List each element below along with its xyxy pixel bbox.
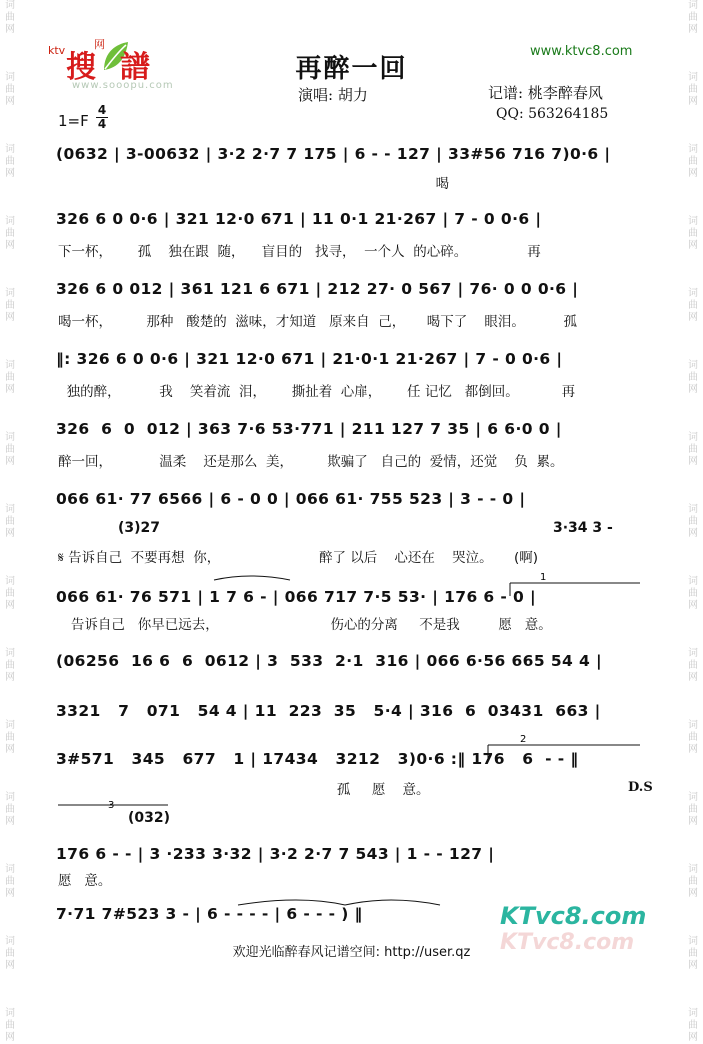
triplet-number: 3 [108,800,115,811]
recorder-credit: 记谱: 桃李醉春风 [488,84,603,102]
lyric-line-3: 喝一杯， 那种 酸楚的 滋味，才知道 原来自 己， 喝下了 眼泪。 孤 [58,314,577,330]
annotation-27: (3)27 [118,520,161,536]
singer-credit: 演唱: 胡力 [298,86,368,104]
score-line-3: 326 6 0 012 | 361 121 6 671 | 212 27· 0 567 | 76· 0 0 0·6 | [56,280,579,298]
score-line-10: 3#571 345 677 1 | 17434 3212 3)0·6 :‖ 176 6 - - ‖ [56,750,579,768]
logo-pu-text: 譜 [120,50,150,85]
footer-text: 欢迎光临醉春风记谱空间: http://user.qz [232,945,471,960]
score-line-2: 326 6 0 0·6 | 321 12·0 671 | 11 0·1 21·267 | 7 - 0 0·6 | [56,210,542,228]
annotation-343: 3·34 3 - [553,520,613,536]
side-watermark-right: 词 曲 网 词 曲 网 词 曲 网 词 曲 网 词 曲 网 词 曲 网 词 曲 网 词 曲 网 词 曲 网 词 曲 网 词 曲 网 词 曲 网 词 曲 网 词 曲 网 词 曲 网 [688,0,698,1043]
watermark-shadow: KTvc8.com [500,930,635,955]
score-line-4: ‖: 326 6 0 0·6 | 321 12·0 671 | 21·0·1 21·267 | 7 - 0 0·6 | [56,350,563,368]
lyric-line-2: 下一杯， 孤 独在跟 随， 盲目的 找寻， 一个人 的心碎。 再 [58,244,541,260]
logo-ktv-text: ktv [48,44,66,57]
score-line-5: 326 6 0 012 | 363 7·6 53·771 | 211 127 7 35 | 6 6·0 0 | [56,420,562,438]
lyric-line-11: 愿 意。 [58,873,112,889]
lyric-line-4: 独的醉， 我 笑着流 泪， 撕扯着 心扉， 任 记忆 都倒回。 再 [58,384,576,400]
logo-sou-text: 搜 [66,50,96,85]
score-line-1: (0632 | 3-00632 | 3·2 2·7 7 175 | 6 - - 127 | 33#56 716 7)0·6 | [56,145,611,163]
logo-net-text: 网 [94,38,105,51]
lyric-line-7: 告诉自己 你早已远去， 伤心的分离 不是我 愿 意。 [58,617,552,633]
score-line-8: (06256 16 6 6 0612 | 3 533 2·1 316 | 066 6·56 665 54 4 | [56,652,603,670]
logo-url: www.sooopu.com [72,80,174,91]
qq-number: QQ: 563264185 [496,106,609,122]
tie-arc-2 [345,900,440,905]
key-signature: 1=F [58,112,89,130]
score-line-12: 7·71 7#523 3 - | 6 - - - - | 6 - - - ) ‖ [56,905,363,923]
annotation-032: (032) [128,810,171,826]
lyric-line-5: 醉一回， 温柔 还是那么 美， 欺骗了 自己的 爱情，还觉 负 累。 [58,454,564,470]
lyric-line-10: 孤 愿 意。 [58,782,430,798]
tie-arc-1 [238,900,345,905]
score-line-9: 3321 7 071 54 4 | 11 223 35 5·4 | 316 6 03431 663 | [56,702,601,720]
lyric-line-1: 喝 [58,176,450,192]
lyric-line-6: 𝄋 告诉自己 不要再想 你， 醉了 以后 心还在 哭泣。 (啊) [58,550,539,566]
score-line-11: 176 6 - - | 3 ·233 3·32 | 3·2 2·7 7 543 | 1 - - 127 | [56,845,495,863]
site-url: www.ktvc8.com [530,44,633,59]
time-signature-bottom: 4 [97,117,107,131]
watermark-logo: KTvc8.com [500,902,647,930]
tie-arc-3 [214,576,290,580]
song-title: 再醉一回 [295,54,408,84]
score-line-6: 066 61· 77 6566 | 6 - 0 0 | 066 61· 755 523 | 3 - - 0 | [56,490,526,508]
score-line-7: 066 61· 76 571 | 1 7 6 - | 066 717 7·5 53· | 176 6 - 0 | [56,588,537,606]
time-signature-top: 4 [97,103,107,117]
side-watermark-left: 词 曲 网 词 曲 网 词 曲 网 词 曲 网 词 曲 网 词 曲 网 词 曲 网 词 曲 网 词 曲 网 词 曲 网 词 曲 网 词 曲 网 词 曲 网 词 曲 网 词 曲 网 [5,0,15,1043]
volta-2-number: 2 [520,734,527,745]
ds-marking: D.S [628,780,653,795]
volta-1-number: 1 [540,572,547,583]
